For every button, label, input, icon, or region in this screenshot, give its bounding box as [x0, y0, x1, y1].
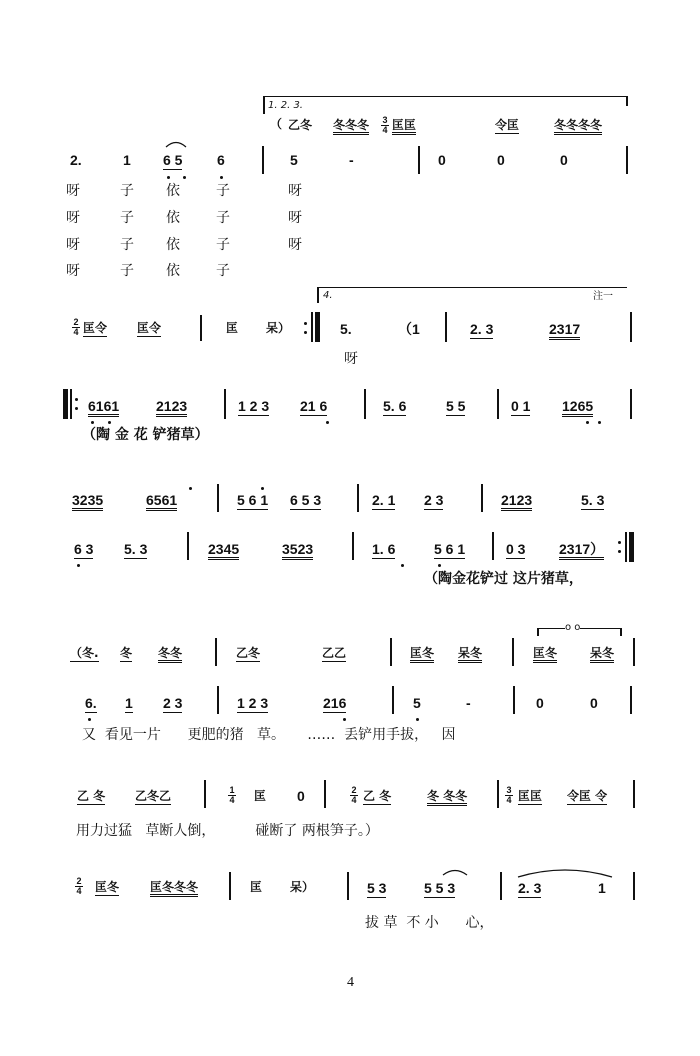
note: 0 3 [506, 541, 526, 557]
gong-text: 冬冬 [158, 647, 182, 663]
note: 2. 3 [470, 321, 494, 337]
barline [217, 686, 219, 714]
barline [626, 146, 628, 174]
barline [500, 872, 502, 900]
barline [364, 389, 366, 419]
barline [311, 312, 313, 342]
gong-text: 匡 [226, 321, 239, 335]
barline [633, 638, 635, 666]
time-signature: $\frac{1}{4}$ [229, 785, 235, 805]
gong-text: 冬 [120, 646, 133, 660]
gong-text: 令匡 [495, 118, 520, 132]
gong-text: 令匡 令 [567, 789, 608, 803]
lyric: 呀 [66, 263, 80, 279]
repeat-dot [618, 541, 621, 544]
ornament-circles: o o [565, 622, 581, 633]
note: 1. 6 [372, 541, 396, 557]
note: 6161 [88, 399, 119, 417]
lyric-line: 拔 草 不 小 心， [365, 915, 494, 931]
note: 0 [590, 695, 598, 711]
note: 2. 1 [372, 492, 396, 508]
note: 6 5 3 [290, 492, 322, 508]
barline [217, 484, 219, 512]
octave-dot [77, 564, 80, 567]
lyric: 子 [120, 183, 134, 199]
octave-dot [326, 421, 329, 424]
note: 2123 [156, 399, 187, 417]
repeat-dot [75, 407, 78, 410]
gong-text: 乙冬 [236, 646, 261, 660]
octave-dot [401, 564, 404, 567]
gong-text: 匡冬 [533, 647, 557, 663]
note: 1265 [562, 399, 593, 417]
volta-bracket-line [263, 96, 627, 97]
note: 0 [560, 152, 568, 168]
gong-text: 呆冬 [590, 647, 614, 663]
barline [625, 532, 627, 562]
note: 0 1 [511, 398, 531, 414]
barline [630, 686, 632, 714]
note: 0 [497, 152, 505, 168]
note: 2317） [559, 542, 604, 560]
octave-dot [220, 176, 223, 179]
note: - [466, 695, 471, 711]
barline [512, 638, 514, 666]
note: 2 3 [424, 492, 444, 508]
note: 5 [290, 152, 298, 168]
note: 5 6 1 [434, 541, 466, 557]
note: 21 6 [300, 398, 328, 414]
gong-text: 冬 冬冬 [427, 790, 467, 806]
ornament-tick [537, 628, 539, 636]
note: 0 [438, 152, 446, 168]
note: 1 2 3 [237, 695, 269, 711]
lyric: 呀 [344, 351, 358, 367]
barline [445, 312, 447, 342]
volta-label-first: 1. 2. 3. [268, 100, 303, 111]
gong-text: 呆） [290, 880, 315, 894]
octave-dot [416, 718, 419, 721]
barline [513, 686, 515, 714]
gong-text: 冬冬冬冬 [554, 119, 602, 135]
barline [204, 780, 206, 808]
caption: （陶金花铲过 这片猪草， [424, 571, 583, 587]
caption: （陶 金 花 铲猪草） [82, 427, 209, 443]
note: 6561 [146, 493, 177, 511]
octave-dot [189, 487, 192, 490]
octave-dot [586, 421, 589, 424]
gong-text: 匡冬 [410, 647, 434, 663]
barline [215, 638, 217, 666]
note: 2317 [549, 322, 580, 340]
lyric: 依 [166, 210, 180, 226]
lyric: 呀 [66, 183, 80, 199]
octave-dot [108, 421, 111, 424]
gong-text: 匡 [254, 789, 267, 803]
note: 1 [125, 695, 133, 711]
volta-bracket-left [263, 96, 265, 114]
time-signature: $\frac{2}{4}$ [76, 876, 82, 896]
lyric: 依 [166, 183, 180, 199]
lyric: 子 [216, 210, 230, 226]
time-signature: $\frac{3}{4}$ [506, 785, 512, 805]
note: 5. 3 [124, 541, 148, 557]
note: - [349, 152, 354, 168]
time-signature: $\frac{3}{4}$ [382, 115, 388, 135]
lyric-line: 又 看见一片 更肥的猪 草。 …… 丢铲用手拔， 因 [82, 727, 456, 743]
volta-bracket-line [317, 287, 627, 288]
note: 2 3 [163, 695, 183, 711]
octave-dot [261, 487, 264, 490]
slur [517, 866, 613, 878]
lyric: 子 [216, 183, 230, 199]
note: 5. 3 [581, 492, 605, 508]
octave-dot [88, 718, 91, 721]
note: 5 5 [446, 398, 466, 414]
gong-text: 乙冬 [288, 118, 313, 132]
barline [418, 146, 420, 174]
lyric: 依 [166, 263, 180, 279]
barline [224, 389, 226, 419]
lyric: 呀 [66, 210, 80, 226]
note: 0 [297, 788, 305, 804]
gong-text: 匡冬 [95, 880, 120, 894]
gong-text: 呆） [266, 321, 291, 335]
gong-text: 冬冬冬 [333, 119, 369, 135]
note: 6. [85, 695, 97, 711]
lyric: 子 [120, 237, 134, 253]
lyric: 呀 [288, 183, 302, 199]
lyric: 子 [216, 237, 230, 253]
octave-dot [167, 176, 170, 179]
octave-dot [343, 718, 346, 721]
lyric: 子 [216, 263, 230, 279]
barline [497, 780, 499, 808]
barline [633, 872, 635, 900]
note: 6 3 [74, 541, 94, 557]
lyric-line: 用力过猛 草断人倒， 碰断了 两根笋子。） [76, 823, 379, 839]
octave-dot [91, 421, 94, 424]
barline [392, 686, 394, 714]
note: 2. [70, 152, 82, 168]
lyric: 子 [120, 210, 134, 226]
note: 5 6 1 [237, 492, 269, 508]
volta-bracket-right [626, 96, 628, 106]
barline [229, 872, 231, 900]
gong-text: 乙 冬 [77, 789, 106, 803]
note: 2123 [501, 493, 532, 511]
octave-dot [598, 421, 601, 424]
note: （1 [398, 321, 420, 337]
octave-dot [438, 564, 441, 567]
repeat-barline [629, 532, 634, 562]
annotation-note: 注一 [593, 291, 613, 302]
barline [630, 389, 632, 419]
volta-label-second: 4. [323, 290, 333, 301]
note: 5. [340, 321, 352, 337]
barline [352, 532, 354, 560]
gong-text: 乙乙 [322, 646, 347, 660]
barline [324, 780, 326, 808]
volta-bracket-left [317, 287, 319, 303]
barline [262, 146, 264, 174]
gong-text: 匡匡 [518, 789, 543, 803]
gong-text: 匡匡 [392, 119, 416, 135]
octave-dot [183, 176, 186, 179]
repeat-barline [315, 312, 320, 342]
note: 2. 3 [518, 880, 542, 896]
note: 3235 [72, 493, 103, 511]
page-number: 4 [347, 975, 354, 990]
barline [200, 315, 202, 341]
barline [481, 484, 483, 512]
gong-text: 匡 [250, 880, 263, 894]
lyric: 依 [166, 237, 180, 253]
note: 6 5 [163, 152, 183, 168]
gong-text: 呆冬 [458, 647, 482, 663]
note: 1 2 3 [238, 398, 270, 414]
note: 0 [536, 695, 544, 711]
gong-text: 乙冬乙 [135, 789, 172, 803]
slur [442, 866, 468, 876]
repeat-dot [75, 398, 78, 401]
gong-text: （冬. [70, 646, 99, 660]
note: 5 3 [367, 880, 387, 896]
note: 3523 [282, 542, 313, 560]
note: 1 [123, 152, 131, 168]
barline [492, 532, 494, 560]
gong-text: 匡令 [137, 321, 162, 335]
lyric: 子 [120, 263, 134, 279]
note: 5 5 3 [424, 880, 456, 896]
note: 2345 [208, 542, 239, 560]
note: 5 [413, 695, 421, 711]
barline [187, 532, 189, 560]
barline [390, 638, 392, 666]
lyric: 呀 [66, 237, 80, 253]
barline [497, 389, 499, 419]
barline [630, 312, 632, 342]
gong-text: 匡冬冬冬 [150, 881, 198, 897]
time-signature: $\frac{2}{4}$ [351, 785, 357, 805]
note: 1 [598, 880, 606, 896]
note: 6 [217, 152, 225, 168]
repeat-barline [63, 389, 68, 419]
repeat-dot [618, 550, 621, 553]
lyric: 呀 [288, 237, 302, 253]
note: 216 [323, 695, 347, 711]
repeat-dot [304, 331, 307, 334]
slur [165, 138, 187, 148]
time-signature: $\frac{2}{4}$ [73, 317, 79, 337]
paren-open: （ [270, 117, 283, 131]
repeat-dot [304, 322, 307, 325]
note: 5. 6 [383, 398, 407, 414]
barline [357, 484, 359, 512]
lyric: 呀 [288, 210, 302, 226]
barline [347, 872, 349, 900]
gong-text: 匡令 [83, 321, 108, 335]
gong-text: 乙 冬 [363, 789, 392, 803]
ornament-tick [620, 628, 622, 636]
barline [633, 780, 635, 808]
barline [70, 389, 72, 419]
